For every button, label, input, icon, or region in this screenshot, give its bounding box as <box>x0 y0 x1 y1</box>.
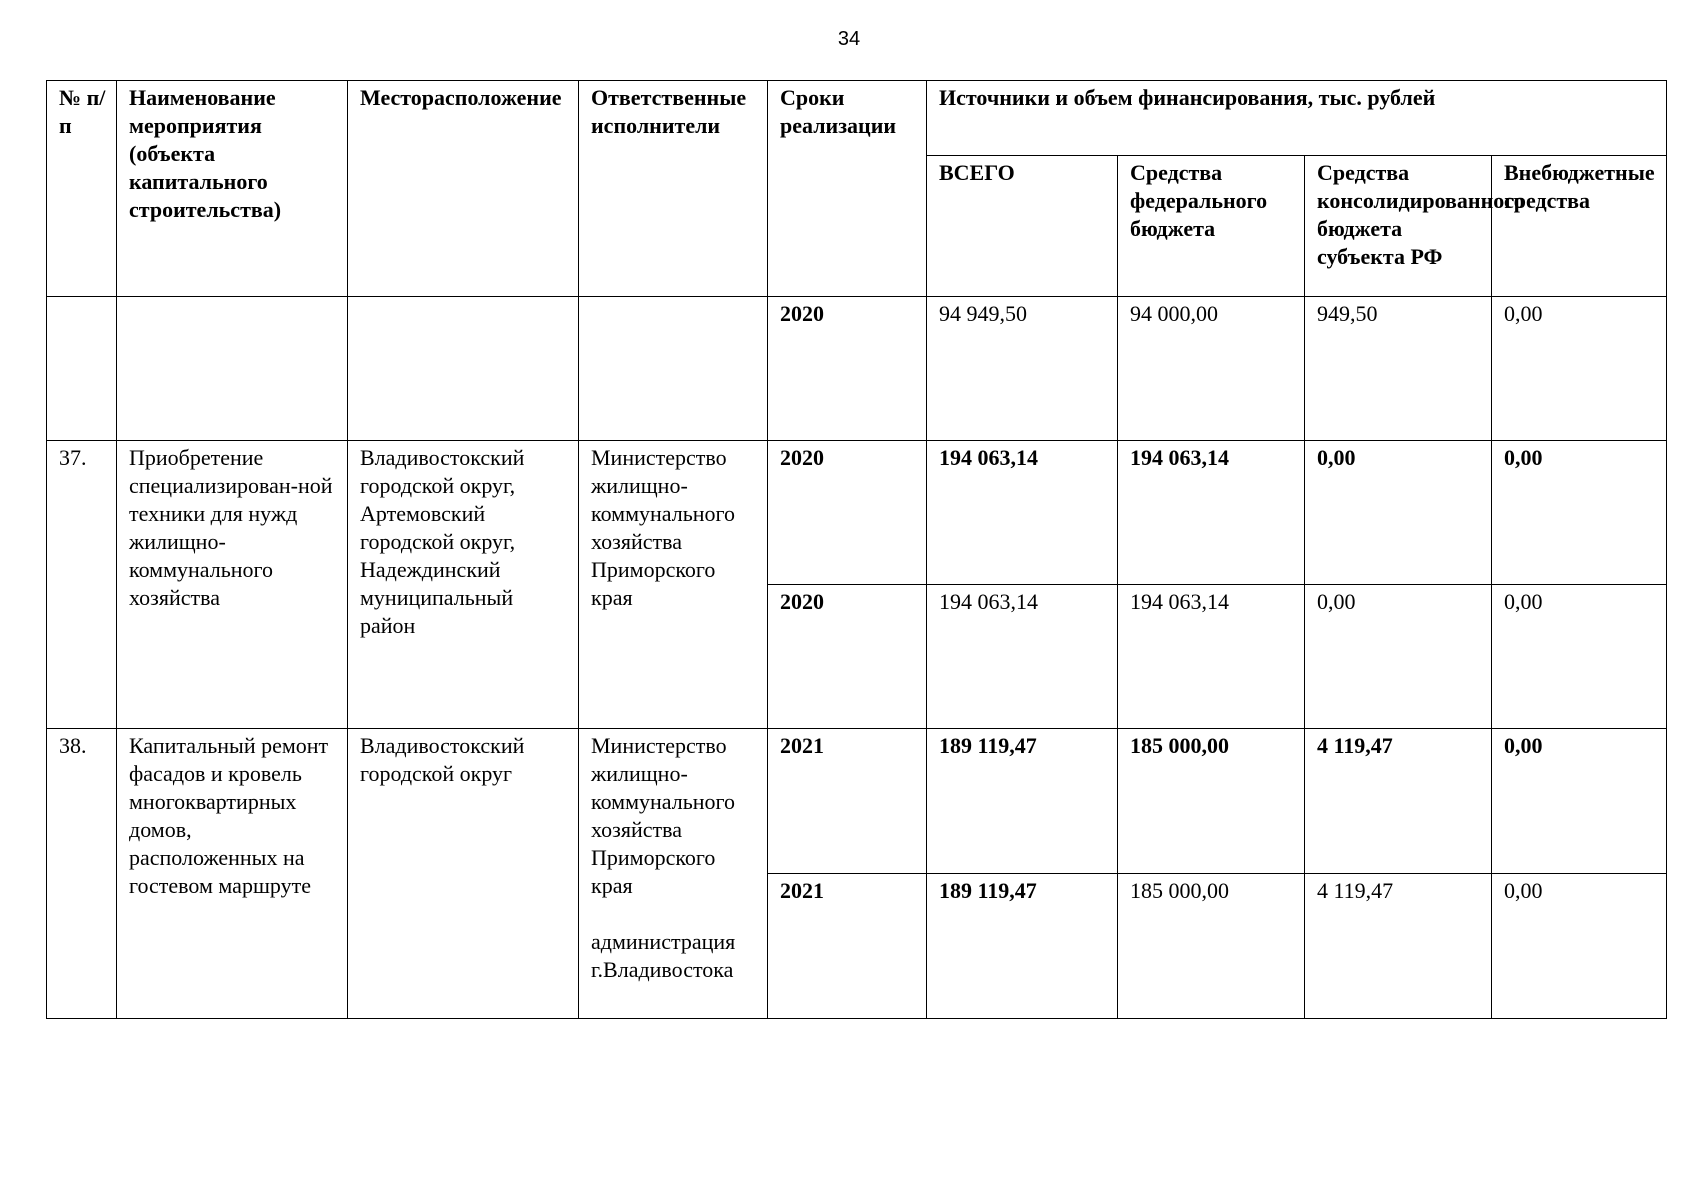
cell-regional: 4 119,47 <box>1305 729 1492 874</box>
cell-year: 2020 <box>768 297 927 441</box>
cell-num: 38. <box>47 729 117 1019</box>
cell-total: 194 063,14 <box>927 441 1118 585</box>
header-total: ВСЕГО <box>927 156 1118 297</box>
cell-federal: 185 000,00 <box>1118 729 1305 874</box>
cell-name: Капитальный ремонт фасадов и кровель многоквартирных домов, расположенных на гостевом маршруте <box>117 729 348 1019</box>
table-row <box>47 297 1667 441</box>
cell-responsible <box>579 441 768 729</box>
responsible-text: Министерство жилищно-коммунального хозяйства Приморского края <box>591 445 735 610</box>
funding-table <box>46 80 1667 1019</box>
cell-federal: 185 000,00 <box>1118 874 1305 1019</box>
cell-year: 2020 <box>768 441 927 585</box>
cell-extra: 0,00 <box>1492 874 1667 1019</box>
responsible-text: Министерство жилищно-коммунального хозяйства Приморского края <box>591 733 735 898</box>
cell-extra: 0,00 <box>1492 585 1667 729</box>
cell-federal: 194 063,14 <box>1118 585 1305 729</box>
cell-name <box>117 297 348 441</box>
header-regional: Средства консолидированного бюджета субъекта РФ <box>1305 156 1492 297</box>
cell-total: 189 119,47 <box>927 729 1118 874</box>
cell-regional: 4 119,47 <box>1305 874 1492 1019</box>
header-extra: Внебюджетные средства <box>1492 156 1667 297</box>
cell-num <box>47 297 117 441</box>
cell-location: Владивостокский городской округ <box>348 729 579 1019</box>
responsible-extra-text: администрация г.Владивостока <box>591 929 736 982</box>
cell-federal: 194 063,14 <box>1118 441 1305 585</box>
cell-year: 2021 <box>768 874 927 1019</box>
cell-regional: 0,00 <box>1305 585 1492 729</box>
header-name: Наименование мероприятия (объекта капитального строительства) <box>117 81 348 297</box>
cell-location: Владивостокский городской округ, Артемовский городской округ, Надеждинский муниципальный район <box>348 441 579 729</box>
header-period: Сроки реализации <box>768 81 927 297</box>
cell-responsible <box>579 297 768 441</box>
cell-location <box>348 297 579 441</box>
page-number: 34 <box>837 28 861 50</box>
header-federal: Средства федерального бюджета <box>1118 156 1305 297</box>
spacer <box>591 900 757 928</box>
header-responsible: Ответственные исполнители <box>579 81 768 297</box>
header-num: № п/п <box>47 81 117 297</box>
cell-year: 2021 <box>768 729 927 874</box>
cell-extra: 0,00 <box>1492 297 1667 441</box>
cell-regional: 949,50 <box>1305 297 1492 441</box>
cell-total: 189 119,47 <box>927 874 1118 1019</box>
header-funding: Источники и объем финансирования, тыс. рублей <box>927 81 1667 156</box>
table-row <box>47 729 1667 874</box>
cell-total: 94 949,50 <box>927 297 1118 441</box>
header-location: Месторасположение <box>348 81 579 297</box>
header-row <box>47 81 1667 156</box>
cell-name: Приобретение специализирован-ной техники для нужд жилищно-коммунального хозяйства <box>117 441 348 729</box>
cell-regional: 0,00 <box>1305 441 1492 585</box>
table-row <box>47 441 1667 585</box>
cell-year: 2020 <box>768 585 927 729</box>
cell-total: 194 063,14 <box>927 585 1118 729</box>
cell-num: 37. <box>47 441 117 729</box>
cell-extra: 0,00 <box>1492 729 1667 874</box>
cell-extra: 0,00 <box>1492 441 1667 585</box>
cell-federal: 94 000,00 <box>1118 297 1305 441</box>
cell-responsible <box>579 729 768 1019</box>
